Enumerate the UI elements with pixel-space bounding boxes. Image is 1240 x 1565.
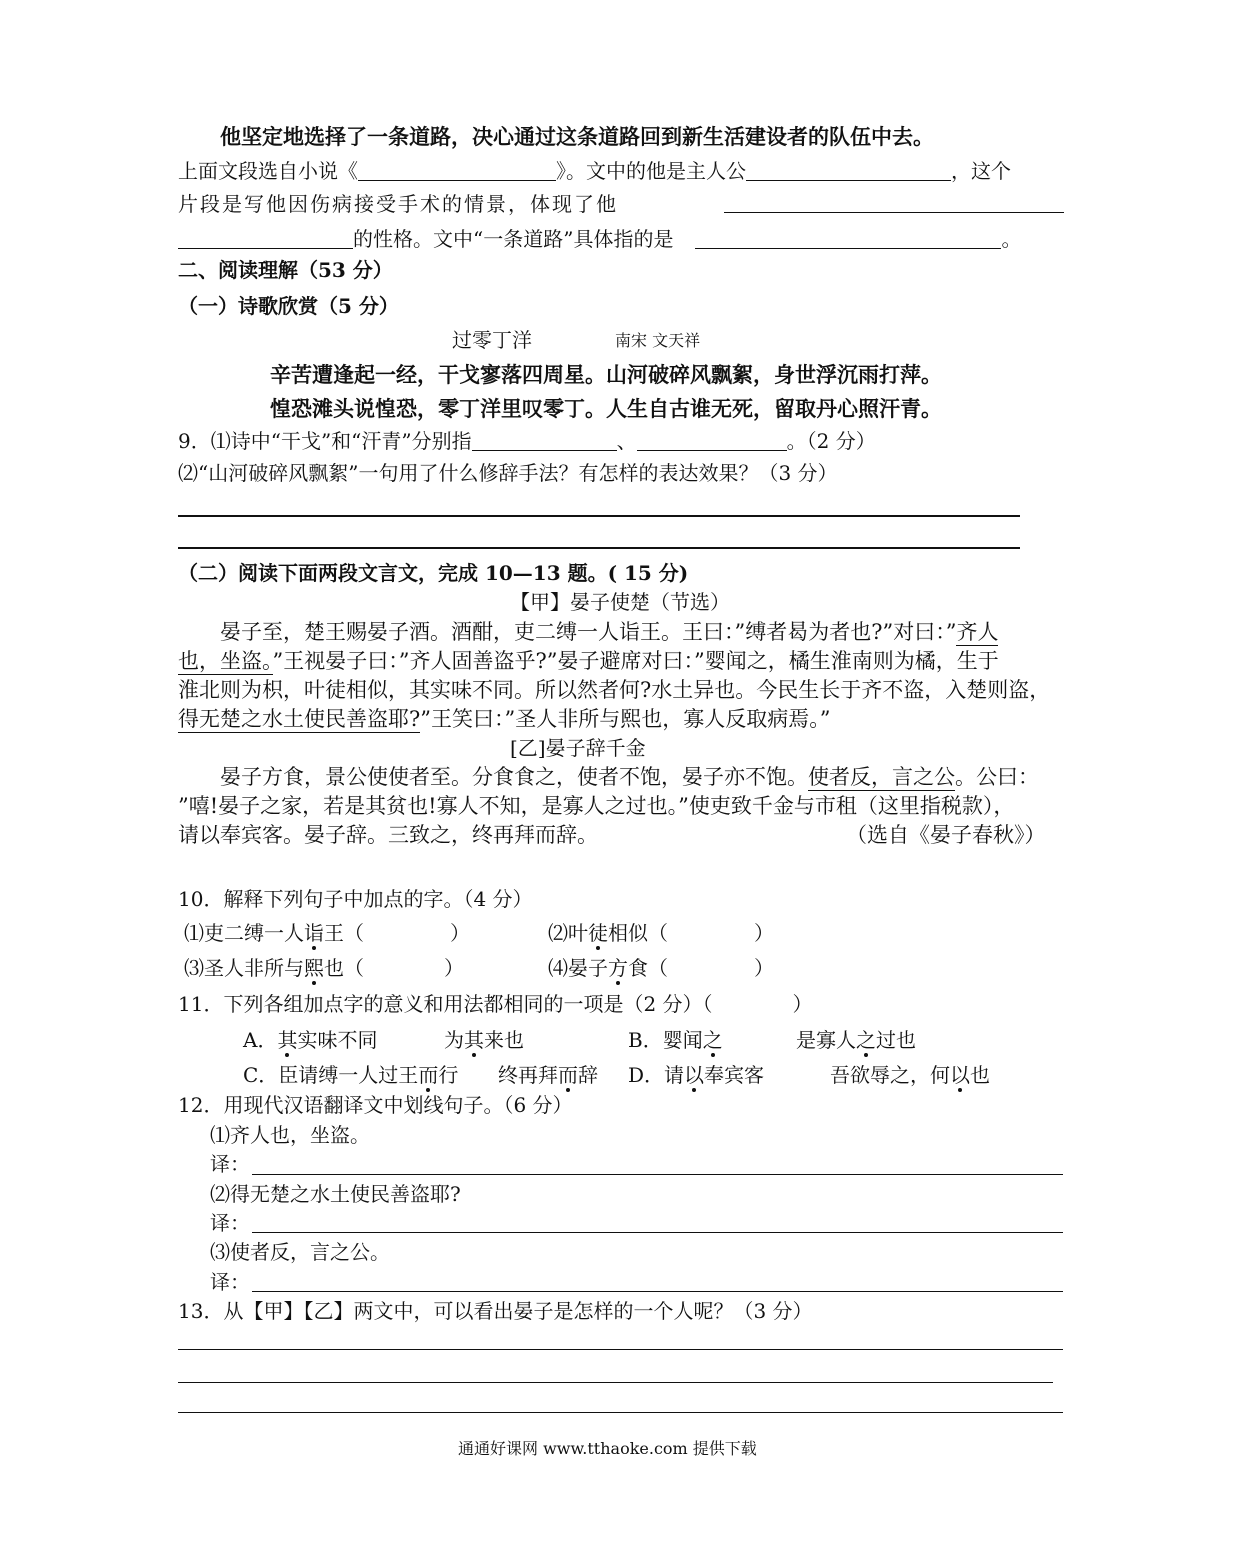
underlined-sentence-1b: 也，坐盗。 — [178, 649, 273, 673]
dotted-char: 熙 — [304, 956, 324, 980]
q11-option-d: D．请以奉宾客 — [628, 1063, 765, 1087]
q11-option-c-2: 终再拜而辞 — [498, 1063, 598, 1087]
part2-title: （二）阅读下面两段文言文，完成 10—13 题。( 15 分) — [178, 561, 689, 585]
jia-line-4: 得无楚之水土使民善盗耶?”王笑曰：”圣人非所与熙也，寡人反取病焉。” — [178, 707, 831, 731]
dotted-char: 其 — [464, 1028, 484, 1052]
q10-item-1: ⑴吏二缚一人诣王（ ） — [184, 921, 470, 945]
dotted-char: 以 — [950, 1063, 970, 1087]
yi-line-3: 请以奉宾客。晏子辞。三致之，终再拜而辞。 — [178, 823, 598, 847]
q10-stem: 10．解释下列句子中加点的字。（4 分） — [178, 887, 533, 911]
dotted-char: 之 — [856, 1028, 876, 1052]
jia-title: 【甲】晏子使楚（节选） — [510, 590, 730, 614]
answer-line-q9-2[interactable] — [178, 547, 1020, 549]
q10-item-2: ⑵叶徒相似（ ） — [548, 921, 774, 945]
part1-title: （一）诗歌欣赏（5 分） — [178, 294, 399, 318]
intro-question-line2: 片段是写他因伤病接受手术的情景，体现了他 — [178, 192, 618, 216]
answer-blank-character-2[interactable] — [178, 228, 353, 249]
poem-author: 南宋 文天祥 — [615, 331, 701, 350]
q11-option-c: C．臣请缚一人过王而行 — [243, 1063, 459, 1087]
q11-option-a: A．其实味不同 — [243, 1028, 378, 1052]
answer-line-q12-1[interactable] — [252, 1174, 1063, 1175]
section2-title: 二、阅读理解（53 分） — [178, 258, 393, 282]
q12-yi-label-2: 译： — [210, 1211, 250, 1235]
poem-line-1: 辛苦遭逢起一经，干戈寥落四周星。山河破碎风飘絮，身世浮沉雨打萍。 — [270, 362, 942, 387]
poem-line-2: 惶恐滩头说惶恐，零丁洋里叹零丁。人生自古谁无死，留取丹心照汗青。 — [270, 396, 942, 421]
q11-option-d-2: 吾欲辱之，何以也 — [830, 1063, 990, 1087]
q9-part2: ⑵“山河破碎风飘絮”一句用了什么修辞手法？有怎样的表达效果？（3 分） — [178, 461, 838, 485]
answer-blank-road[interactable] — [695, 228, 1001, 249]
jia-line-2: 也，坐盗。”王视晏子曰：”齐人固善盗乎?”晏子避席对曰：”婴闻之，橘生淮南则为橘，生于 — [178, 649, 999, 673]
yi-title: [乙]晏子辞千金 — [510, 736, 646, 760]
q12-sentence-1: ⑴齐人也，坐盗。 — [210, 1123, 370, 1147]
answer-line-q13-3[interactable] — [178, 1412, 1063, 1413]
q13-stem: 13．从【甲】【乙】两文中，可以看出晏子是怎样的一个人呢？（3 分） — [178, 1299, 813, 1323]
dotted-char: 而 — [418, 1063, 439, 1087]
q12-stem: 12．用现代汉语翻译文中划线句子。（6 分） — [178, 1093, 573, 1117]
answer-line-q9-1[interactable] — [178, 515, 1020, 517]
answer-line-q12-2[interactable] — [252, 1232, 1063, 1233]
q12-yi-label-1: 译： — [210, 1152, 250, 1176]
dotted-char: 其 — [277, 1028, 298, 1052]
q10-item-3: ⑶圣人非所与熙也（ ） — [184, 956, 464, 980]
dotted-char: 方 — [608, 956, 628, 980]
answer-blank-gange[interactable] — [472, 430, 617, 451]
underlined-sentence-3: 使者反，言之公 — [808, 765, 955, 789]
underlined-sentence-1a: 齐人 — [956, 620, 999, 644]
q10-item-4: ⑷晏子方食（ ） — [548, 956, 774, 980]
yi-line-2: ”嘻!晏子之家，若是其贫也!寡人不知，是寡人之过也。”使吏致千金与市租（这里指税款）， — [178, 794, 1015, 818]
answer-line-q13-2[interactable] — [178, 1382, 1053, 1383]
dotted-char: 之 — [702, 1028, 723, 1052]
source-citation: （选自《晏子春秋》） — [846, 823, 1046, 847]
q11-option-b-2: 是寡人之过也 — [796, 1028, 916, 1052]
q12-yi-label-3: 译： — [210, 1270, 250, 1294]
answer-blank-hanqing[interactable] — [637, 430, 787, 451]
q11-option-b: B．婴闻之 — [628, 1028, 723, 1052]
answer-blank-character-1[interactable] — [724, 212, 1064, 213]
q9-part1: 9．⑴诗中“干戈”和“汗青”分别指 、 。（2 分） — [178, 429, 876, 453]
answer-line-q12-3[interactable] — [252, 1291, 1063, 1292]
answer-line-q13-1[interactable] — [178, 1349, 1063, 1350]
dotted-char: 以 — [684, 1063, 705, 1087]
q12-sentence-2: ⑵得无楚之水土使民善盗耶? — [210, 1182, 461, 1206]
intro-question-line3: 的性格。文中“一条道路”具体指的是 。 — [178, 228, 1021, 249]
dotted-char: 而 — [558, 1063, 578, 1087]
q11-stem: 11．下列各组加点字的意义和用法都相同的一项是（2 分）（ ） — [178, 992, 813, 1016]
dotted-char: 诣 — [304, 921, 324, 945]
underlined-sentence-2: 得无楚之水土使民善盗耶? — [178, 707, 421, 731]
jia-line-1: 晏子至，楚王赐晏子酒。酒酣，吏二缚一人诣王。王曰：”缚者曷为者也?”对曰：”齐人 — [220, 620, 999, 644]
intro-bold-line: 他坚定地选择了一条道路，决心通过这条道路回到新生活建设者的队伍中去。 — [220, 124, 934, 149]
answer-blank-novel[interactable] — [358, 160, 556, 181]
poem-title: 过零丁洋 — [452, 328, 532, 352]
jia-line-3: 淮北则为枳，叶徒相似，其实味不同。所以然者何?水土异也。今民生长于齐不盗，入楚则盗， — [178, 678, 1051, 702]
yi-line-1: 晏子方食，景公使使者至。分食食之，使者不饱，晏子亦不饱。使者反，言之公。公曰： — [220, 765, 1039, 789]
q12-sentence-3: ⑶使者反，言之公。 — [210, 1240, 390, 1264]
answer-blank-protagonist[interactable] — [746, 160, 951, 181]
intro-question-line1: 上面文段选自小说《 》。文中的他是主人公 ，这个 — [178, 159, 1011, 183]
q11-option-a-2: 为其来也 — [444, 1028, 524, 1052]
dotted-char: 徒 — [588, 921, 608, 945]
page-footer: 通通好课网 www.tthaoke.com 提供下载 — [458, 1439, 757, 1458]
